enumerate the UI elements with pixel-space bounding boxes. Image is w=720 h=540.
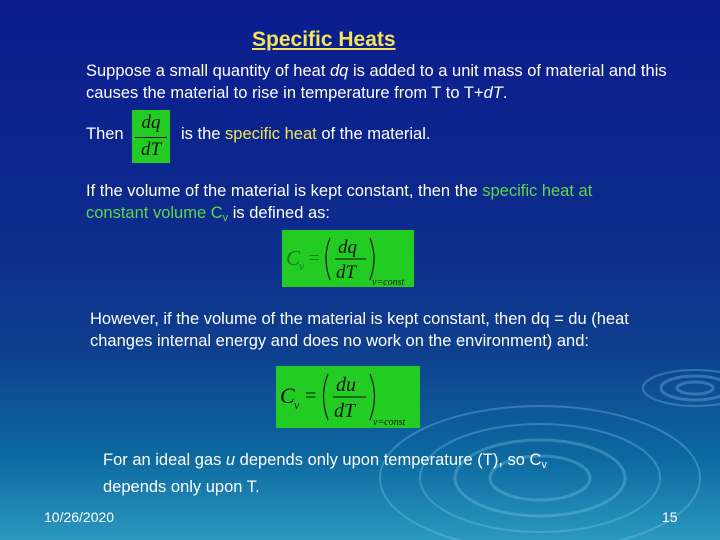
constant-volume-paragraph: If the volume of the material is kept constant, then the specific heat at constant volume $C_v$ is defined as:	[86, 182, 593, 224]
dq-du-paragraph: However, if the volume of the material is kept constant, then dq = du (heat changes internal energy and does no work on the environment) and:	[90, 310, 629, 350]
eq2-denominator: dT	[336, 262, 357, 283]
eq3-numerator: du	[336, 374, 356, 396]
eq2-subscript: v=const	[372, 277, 405, 287]
eq2-lhs-sub: v	[299, 259, 305, 273]
eq2-svg	[282, 230, 414, 287]
ideal-gas-paragraph: For an ideal gas u depends only upon temperature (T), so $C_v$ depends only upon T.	[103, 451, 547, 496]
eq3-subscript: v=const	[373, 417, 406, 428]
right-paren	[370, 238, 374, 280]
eq2-numerator: dq	[338, 237, 357, 258]
eq3-denominator: dT	[334, 400, 356, 422]
intro-paragraph: Suppose a small quantity of heat dq is added to a unit mass of material and this causes the material to rise in temperature from T to T+dT.	[86, 62, 667, 102]
page-number: 15	[662, 509, 678, 525]
dq-dt-equation	[132, 110, 170, 163]
left-paren	[326, 238, 330, 280]
footer-date: 10/26/2020	[44, 509, 115, 525]
eq2-equals: =	[309, 248, 320, 269]
eq3-svg	[276, 366, 420, 428]
fraction-bar	[135, 137, 167, 138]
then-label: Then	[86, 125, 124, 143]
cv-highlight: specific heat at constant volume $C_v$	[86, 182, 593, 224]
eq2-lhs: C	[286, 246, 301, 270]
left-paren	[324, 374, 329, 420]
slide-title: Specific Heats	[252, 28, 396, 51]
eq1-numerator: dq	[141, 112, 161, 133]
eq3-equals: =	[305, 385, 317, 407]
eq3-lhs: C	[280, 383, 295, 408]
cv-dq-equation	[282, 230, 414, 287]
specific-heat-definition: is the specific heat of the material.	[181, 125, 431, 143]
eq1-denominator: dT	[140, 139, 162, 160]
cv-du-equation	[276, 366, 420, 428]
specific-heat-highlight: specific heat	[225, 125, 317, 143]
eq3-lhs-sub: v	[294, 398, 300, 412]
right-paren	[370, 374, 375, 420]
